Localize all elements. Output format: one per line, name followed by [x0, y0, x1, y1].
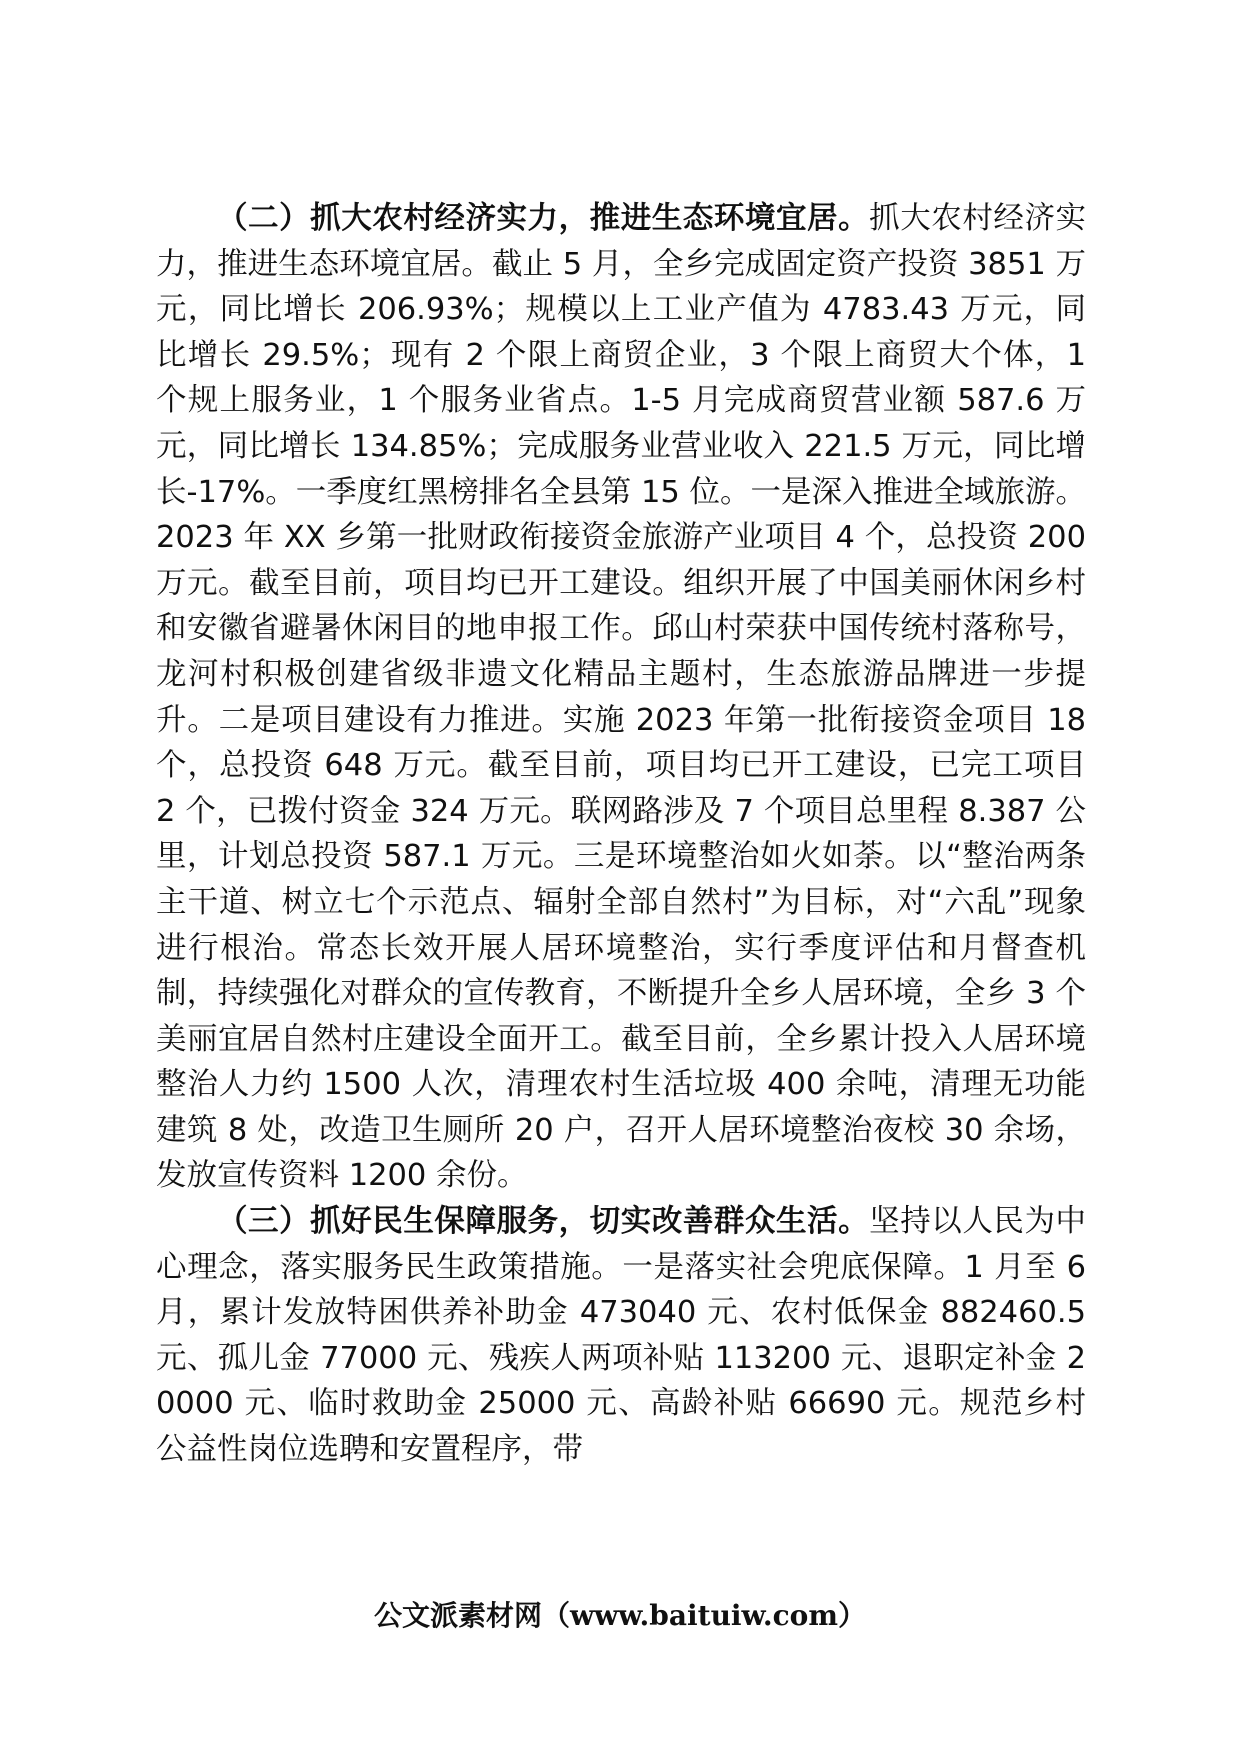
paragraph-text: 坚持以人民为中心理念，落实服务民生政策措施。一是落实社会兜底保障。1 月至 6 月，累计发放特困供养补助金 473040 元、农村低保金 882460.5 元、孤儿金 77000 元、残疾人两项补贴 113200 元、退职定补金 20000 元、临时救助金 25000 元、高龄补贴 66690 元。规范乡村公益性岗位选聘和安置程序，带 — [156, 1204, 1087, 1468]
paragraph-economy — [156, 196, 1086, 1199]
paragraph-heading: （二）抓大农村经济实力，推进生态环境宜居。 — [217, 201, 870, 236]
paragraph-heading: （三）抓好民生保障服务，切实改善群众生活。 — [217, 1204, 870, 1240]
paragraph-text: 抓大农村经济实力，推进生态环境宜居。截止 5 月，全乡完成固定资产投资 3851 万元，同比增长 206.93%；规模以上工业产值为 4783.43 万元，同比增长 29.5%；现有 2 个限上商贸企业，3 个限上商贸大个体，1 个规上服务业，1 个服务业省点。1-5 月完成商贸营业额 587.6 万元，同比增长 134.85%；完成服务业营业收入 221.5 万元，同比增长-17%。一季度红黑榜排名全县第 15 位。一是深入推进全域旅游。2023 年 XX 乡第一批财政衔接资金旅游产业项目 4 个，总投资 200 万元。截至目前，项目均已开工建设。组织开展了中国美丽休闲乡村和安徽省避暑休闲目的地申报工作。邱山村荣获中国传统村落称号，龙河村积极创建省级非遗文化精品主题村，生态旅游品牌进一步提升。二是项目建设有力推进。实施 2023 年第一批衔接资金项目 18 个，总投资 648 万元。截至目前，项目均已开工建设，已完工项目 2 个，已拨付资金 324 万元。联网路涉及 7 个项目总里程 8.387 公里，计划总投资 587.1 万元。三是环境整治如火如荼。以“整治两条主干道、树立七个示范点、辐射全部自然村”为目标，对“六乱”现象进行根治。常态长效开展人居环境整治，实行季度评估和月督查机制，持续强化对群众的宣传教育，不断提升全乡人居环境，全乡 3 个美丽宜居自然村庄建设全面开工。截至目前，全乡累计投入人居环境整治人力约 1500 人次，清理农村生活垃圾 400 余吨，清理无功能建筑 8 处，改造卫生厕所 20 户，召开人居环境整治夜校 30 余场，发放宣传资料 1200 余份。 — [156, 201, 1087, 1194]
page-footer-watermark: 公文派素材网（www.baituiw.com） — [374, 1599, 866, 1632]
paragraph-livelihood — [156, 1199, 1086, 1473]
document-body — [156, 196, 1086, 1473]
